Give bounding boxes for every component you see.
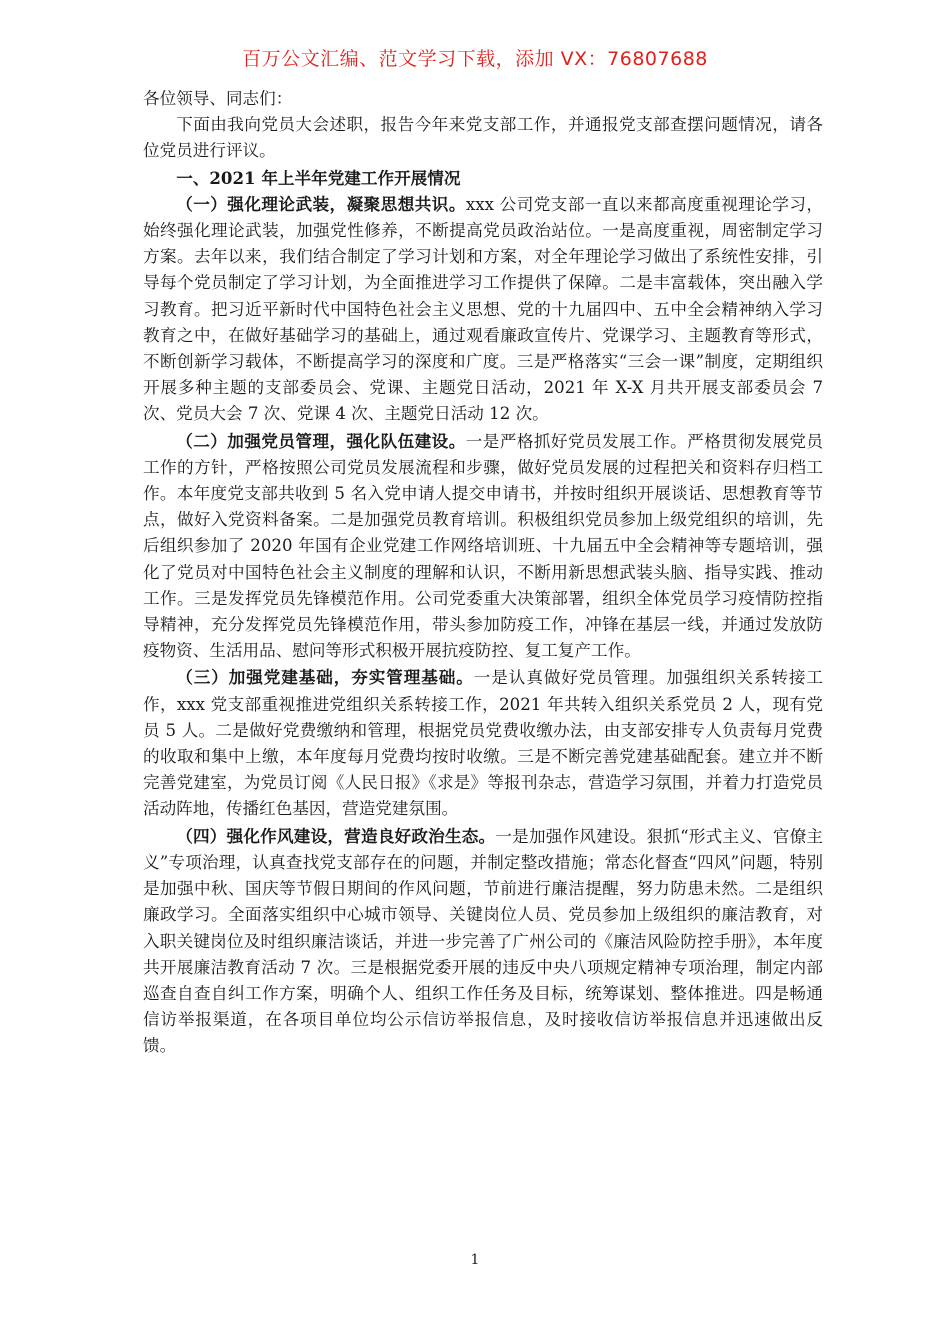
item-3-body: 一是认真做好党员管理。加强组织关系转接工作，xxx 党支部重视推进党组织关系转接工作，2021 年共转入组织关系党员 2 人，现有党员 5 人。二是做好党费缴纳和管理，根据党员党费收缴办法，由支部安排专人负责每月党费的收取和集中上缴，本年度每月党费均按时收缴。三是不断完善党建基础配套。建立并不断完善党建室，为党员订阅《人民日报》《求是》等报刊杂志，营造学习氛围，并着力打造党员活动阵地，传播红色基因，营造党建氛围。 [143,668,824,819]
paragraph-item-4 [143,823,823,1060]
section-heading: 一、2021 年上半年党建工作开展情况 [176,167,461,188]
item-1-body: xxx 公司党支部一直以来都高度重视理论学习，始终强化理论武装，加强党性修养，不断提高党员政治站位。一是高度重视，周密制定学习方案。去年以来，我们结合制定了学习计划和方案，对全年理论学习做出了系统性安排，引导每个党员制定了学习计划，为全面推进学习工作提供了保障。二是丰富载体，突出融入学习教育。把习近平新时代中国特色社会主义思想、党的十九届四中、五中全会精神纳入学习教育之中，在做好基础学习的基础上，通过观看廉政宣传片、党课学习、主题教育等形式，不断创新学习载体，不断提高学习的深度和广度。三是严格落实“三会一课”制度，定期组织开展多种主题的支部委员会、党课、主题党日活动，2021 年 X-X 月共开展支部委员会 7 次、党员大会 7 次、党课 4 次、主题党日活动 12 次。 [143,194,823,424]
paragraph-item-1 [143,191,823,428]
item-4-body: 一是加强作风建设。狠抓“形式主义、官僚主义”专项治理，认真查找党支部存在的问题，并制定整改措施；常态化督查“四风”问题，特别是加强中秋、国庆等节假日期间的作风问题，节前进行廉洁提醒，努力防患未然。二是组织廉政学习。全面落实组织中心城市领导、关键岗位人员、党员参加上级组织的廉洁教育，对入职关键岗位及时组织廉洁谈话，并进一步完善了广州公司的《廉洁风险防控手册》，本年度共开展廉洁教育活动 7 次。三是根据党委开展的违反中央八项规定精神专项治理，制定内部巡查自查自纠工作方案，明确个人、组织工作任务及目标，统筹谋划、整体推进。四是畅通信访举报渠道，在各项目单位均公示信访举报信息，及时接收信访举报信息并迅速做出反馈。 [143,826,824,1056]
item-4-lead: （四）强化作风建设，营造良好政治生态。 [176,825,496,846]
header-banner: 百万公文汇编、范文学习下载，添加 VX：76807688 [242,48,708,70]
document-body [143,86,823,1060]
paragraph-item-3 [143,664,823,822]
item-3-lead: （三）加强党建基础，夯实管理基础。 [176,667,474,688]
page-number: 1 [470,1252,480,1268]
salutation: 各位领导、同志们： [143,89,293,108]
item-2-body: 一是严格抓好党员发展工作。严格贯彻发展党员工作的方针，严格按照公司党员发展流程和步骤，做好党员发展的过程把关和资料存归档工作。本年度党支部共收到 5 名入党申请人提交申请书，并按时组织开展谈话、思想教育等节点，做好入党资料备案。二是加强党员教育培训。积极组织党员参加上级党组织的培训，先后组织参加了 2020 年国有企业党建工作网络培训班、十九届五中全会精神等专题培训，强化了党员对中国特色社会主义制度的理解和认识，不断用新思想武装头脑、指导实践、推动工作。三是发挥党员先锋模范作用。公司党委重大决策部署，组织全体党员学习疫情防控指导精神，充分发挥党员先锋模范作用，带头参加防疫工作，冲锋在基层一线，并通过发放防疫物资、生活用品、慰问等形式积极开展抗疫防控、复工复产工作。 [143,431,824,661]
paragraph-item-2 [143,428,823,665]
intro-paragraph: 下面由我向党员大会述职，报告今年来党支部工作，并通报党支部查摆问题情况，请各位党员进行评议。 [143,115,823,161]
item-1-lead: （一）强化理论武装，凝聚思想共识。 [176,193,466,214]
item-2-lead: （二）加强党员管理，强化队伍建设。 [176,430,466,451]
